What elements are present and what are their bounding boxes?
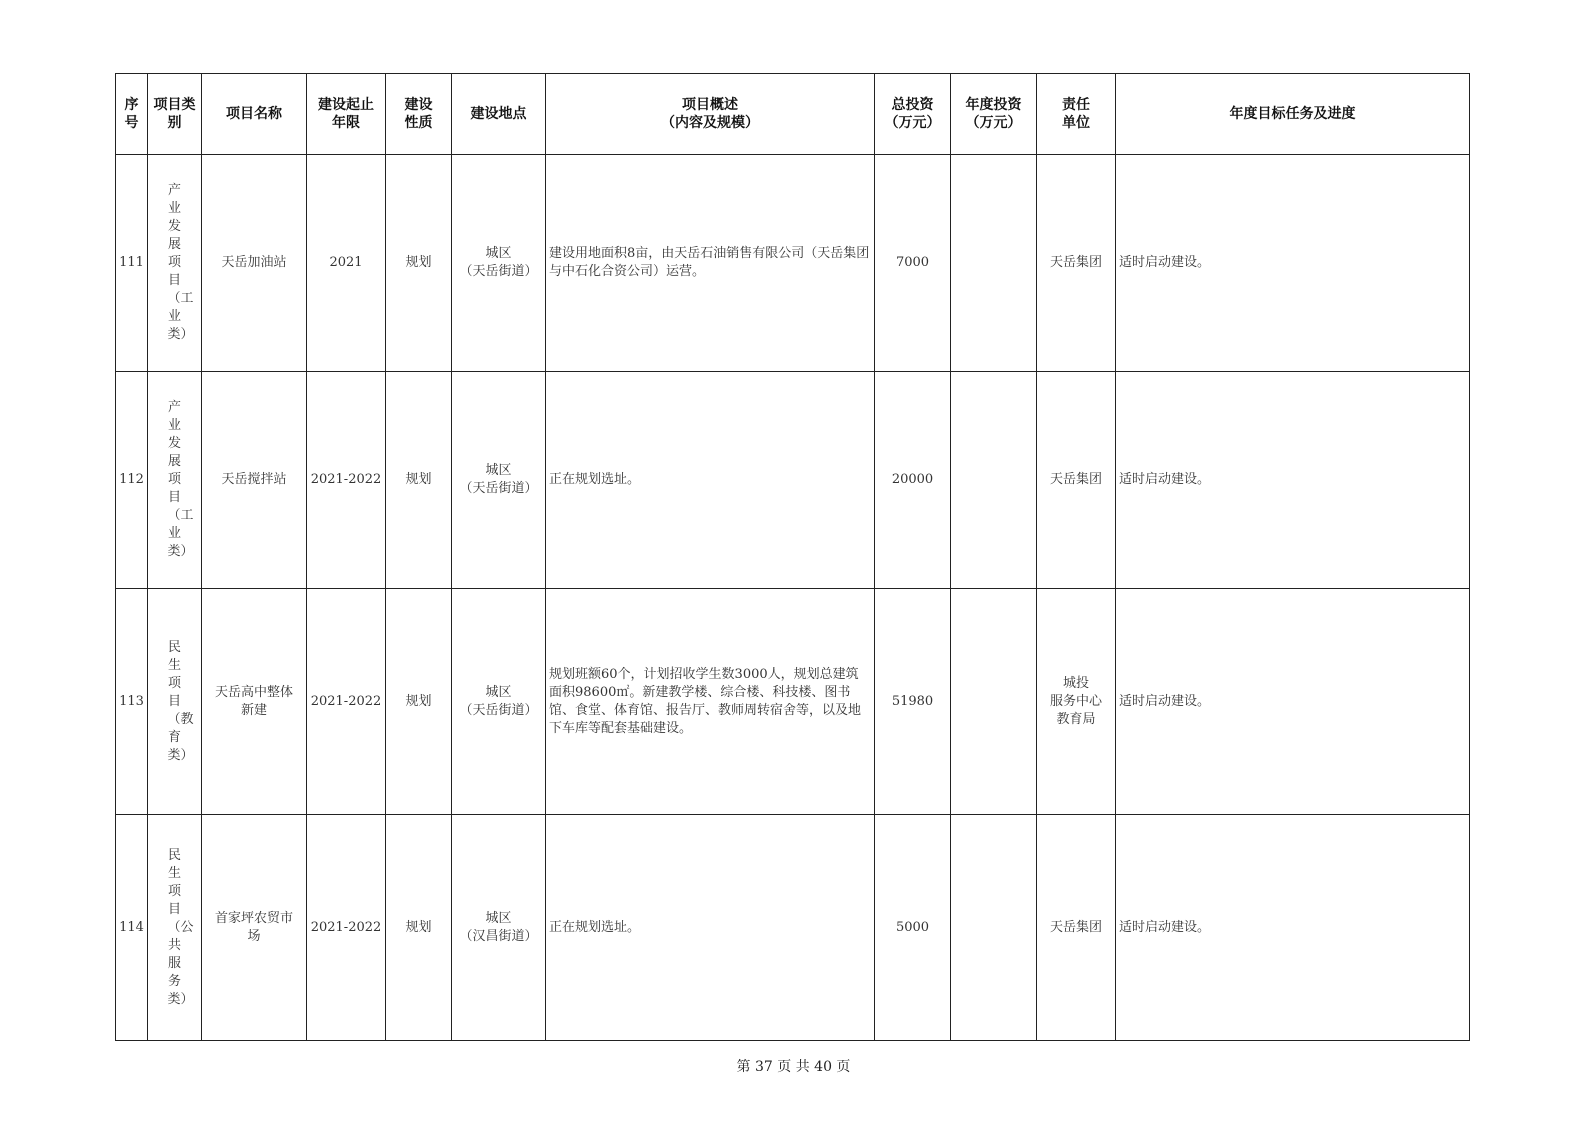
category-text: 产业发展项目（工业类） (167, 400, 194, 559)
cell-location: 城区 （汉昌街道） (452, 815, 546, 1041)
cell-responsible: 天岳集团 (1037, 155, 1116, 372)
category-text: 民生项目（教育类） (167, 639, 194, 763)
table-row (116, 372, 1470, 589)
cell-index: 113 (116, 589, 148, 815)
cell-total-investment: 51980 (875, 589, 951, 815)
header-index: 序 号 (116, 74, 148, 155)
cell-annual-investment (951, 372, 1037, 589)
cell-index: 112 (116, 372, 148, 589)
cell-target: 适时启动建设。 (1116, 815, 1470, 1041)
cell-target: 适时启动建设。 (1116, 589, 1470, 815)
cell-category (148, 372, 202, 589)
cell-responsible: 天岳集团 (1037, 372, 1116, 589)
cell-total-investment: 20000 (875, 372, 951, 589)
cell-annual-investment (951, 815, 1037, 1041)
cell-location: 城区 （天岳街道） (452, 155, 546, 372)
header-category: 项目类 别 (148, 74, 202, 155)
header-location: 建设地点 (452, 74, 546, 155)
cell-summary: 建设用地面积8亩，由天岳石油销售有限公司（天岳集团与中石化合资公司）运营。 (546, 155, 875, 372)
cell-total-investment: 7000 (875, 155, 951, 372)
cell-category (148, 815, 202, 1041)
cell-name: 天岳搅拌站 (202, 372, 307, 589)
cell-period: 2021-2022 (307, 372, 386, 589)
category-text: 产业发展项目（工业类） (167, 183, 194, 342)
cell-index: 114 (116, 815, 148, 1041)
cell-location: 城区 （天岳街道） (452, 372, 546, 589)
cell-index: 111 (116, 155, 148, 372)
cell-location: 城区 （天岳街道） (452, 589, 546, 815)
header-total-investment: 总投资 （万元） (875, 74, 951, 155)
cell-name: 首家坪农贸市 场 (202, 815, 307, 1041)
cell-category (148, 155, 202, 372)
cell-responsible: 城投 服务中心 教育局 (1037, 589, 1116, 815)
cell-target: 适时启动建设。 (1116, 372, 1470, 589)
header-annual-investment: 年度投资 （万元） (951, 74, 1037, 155)
cell-summary: 正在规划选址。 (546, 815, 875, 1041)
cell-category (148, 589, 202, 815)
header-row (116, 74, 1470, 155)
cell-summary: 规划班额60个，计划招收学生数3000人，规划总建筑面积98600㎡。新建教学楼、综合楼、科技楼、图书馆、食堂、体育馆、报告厅、教师周转宿舍等，以及地下车库等配套基础建设。 (546, 589, 875, 815)
header-summary: 项目概述 （内容及规模） (546, 74, 875, 155)
cell-nature: 规划 (386, 589, 452, 815)
cell-summary: 正在规划选址。 (546, 372, 875, 589)
cell-total-investment: 5000 (875, 815, 951, 1041)
cell-period: 2021-2022 (307, 589, 386, 815)
table-row (116, 155, 1470, 372)
cell-annual-investment (951, 155, 1037, 372)
cell-period: 2021 (307, 155, 386, 372)
page-footer: 第 37 页 共 40 页 (736, 1059, 851, 1075)
cell-nature: 规划 (386, 372, 452, 589)
cell-nature: 规划 (386, 155, 452, 372)
cell-target: 适时启动建设。 (1116, 155, 1470, 372)
cell-name: 天岳加油站 (202, 155, 307, 372)
cell-annual-investment (951, 589, 1037, 815)
cell-period: 2021-2022 (307, 815, 386, 1041)
header-responsible: 责任 单位 (1037, 74, 1116, 155)
cell-nature: 规划 (386, 815, 452, 1041)
cell-name: 天岳高中整体 新建 (202, 589, 307, 815)
header-name: 项目名称 (202, 74, 307, 155)
header-target: 年度目标任务及进度 (1116, 74, 1470, 155)
cell-responsible: 天岳集团 (1037, 815, 1116, 1041)
category-text: 民生项目（公共服务类） (167, 847, 194, 1007)
table-row (116, 589, 1470, 815)
header-period: 建设起止 年限 (307, 74, 386, 155)
header-nature: 建设 性质 (386, 74, 452, 155)
table-row (116, 815, 1470, 1041)
project-table (115, 73, 1470, 1041)
